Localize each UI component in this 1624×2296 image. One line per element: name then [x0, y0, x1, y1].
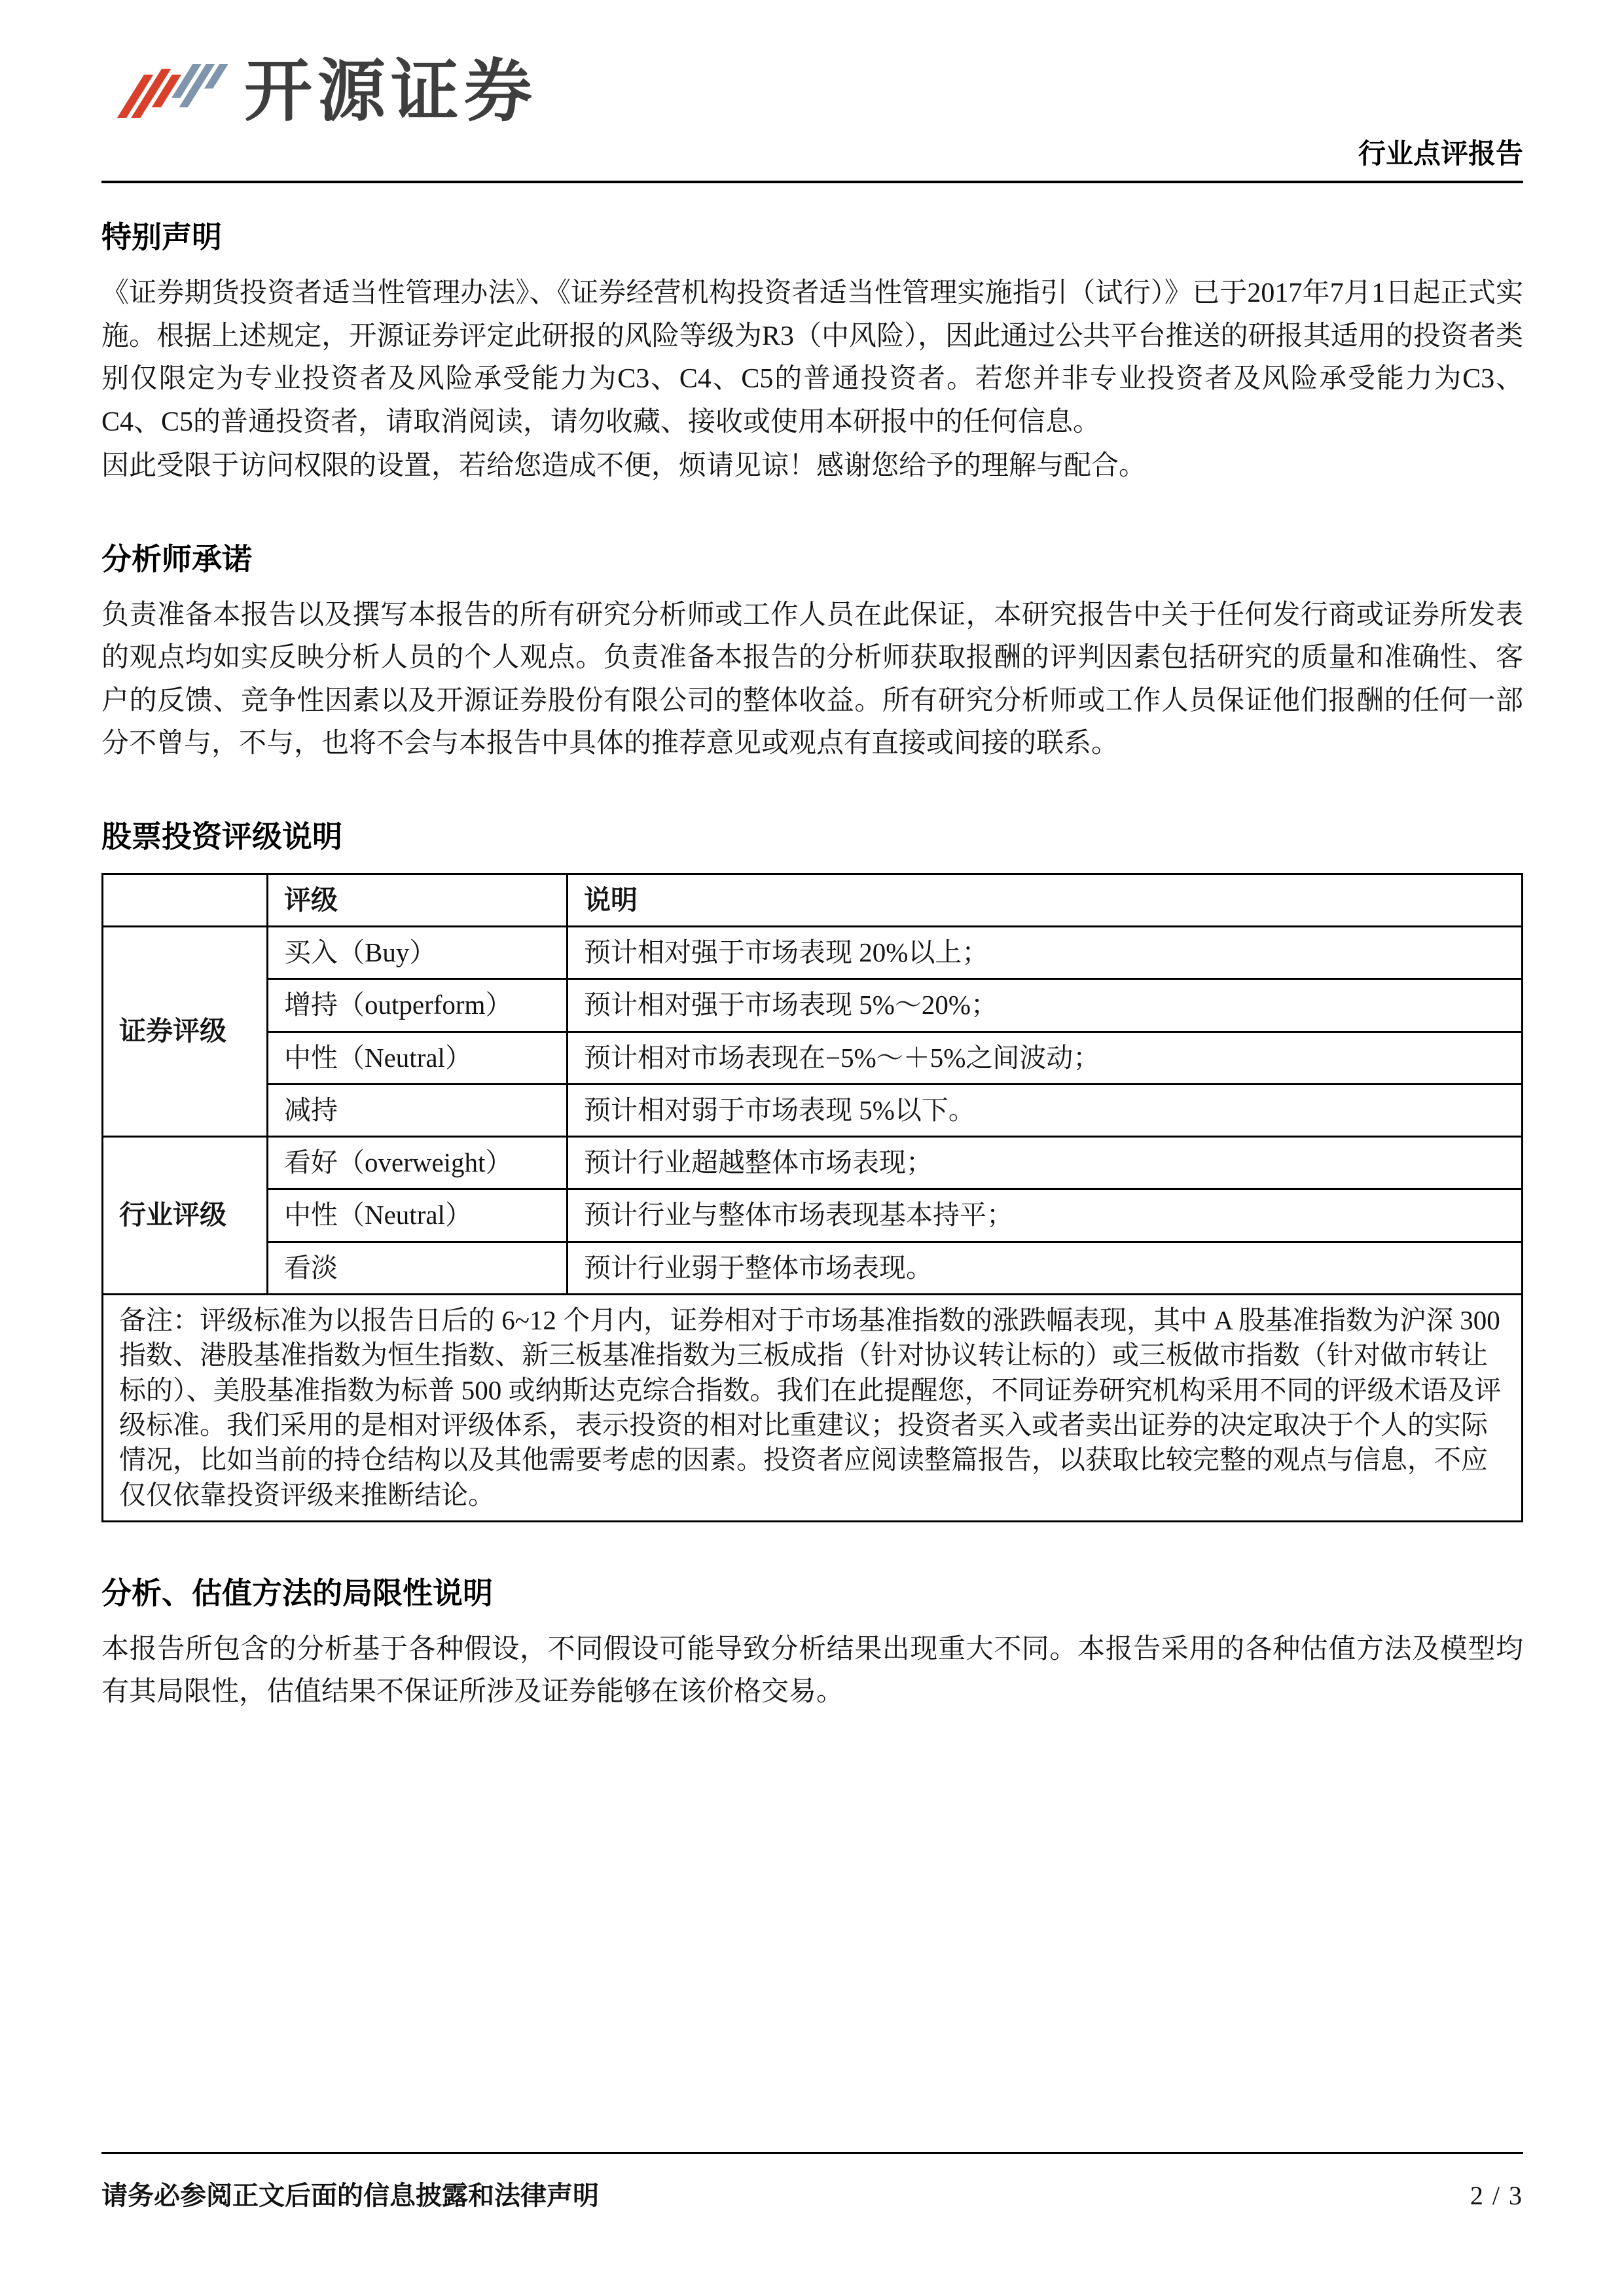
rating-cell: 减持 — [268, 1084, 568, 1136]
table-row — [103, 979, 1523, 1031]
security-rating-group-cell: 证券评级 — [103, 926, 268, 1136]
footer-disclaimer: 请务必参阅正文后面的信息披露和法律声明 — [101, 2181, 599, 2210]
description-cell: 预计行业与整体市场表现基本持平； — [568, 1189, 1523, 1242]
special-statement-paragraph-1: 《证券期货投资者适当性管理办法》、《证券经营机构投资者适当性管理实施指引（试行）》已于2017年7月1日起正式实施。根据上述规定，开源证券评定此研报的风险等级为R3（中风险），因此通过公共平台推送的研报其适用的投资者类别仅限定为专业投资者及风险承受能力为C3、C4、C5的普通投资者。若您并非专业投资者及风险承受能力为C3、C4、C5的普通投资者，请取消阅读，请勿收藏、接收或使用本研报中的任何信息。 — [101, 278, 1523, 437]
rating-column-header: 评级 — [268, 874, 568, 926]
report-type-label: 行业点评报告 — [1358, 139, 1523, 170]
limitation-paragraph: 本报告所包含的分析基于各种假设，不同假设可能导致分析结果出现重大不同。本报告采用的各种估值方法及模型均有其局限性，估值结果不保证所涉及证券能够在该价格交易。 — [101, 1634, 1523, 1708]
logo-slashes-icon — [101, 45, 230, 141]
special-statement-heading: 特别声明 — [101, 221, 222, 254]
industry-rating-group-cell: 行业评级 — [103, 1137, 268, 1295]
description-column-header: 说明 — [568, 874, 1523, 926]
table-row — [103, 1189, 1523, 1242]
company-logo — [101, 45, 537, 141]
rating-cell: 增持（outperform） — [268, 979, 568, 1031]
page-footer — [101, 2152, 1523, 2212]
analyst-pledge-heading: 分析师承诺 — [101, 542, 252, 576]
page-header — [101, 45, 1523, 183]
rating-cell: 中性（Neutral） — [268, 1189, 568, 1242]
description-cell: 预计行业弱于整体市场表现。 — [568, 1242, 1523, 1294]
table-row — [103, 926, 1523, 978]
table-row — [103, 1084, 1523, 1136]
rating-note-cell: 备注：评级标准为以报告日后的 6~12 个月内，证券相对于市场基准指数的涨跌幅表现，其中 A 股基准指数为沪深 300 指数、港股基准指数为恒生指数、新三板基准指数为三板成指（针对协议转让标的）或三板做市指数（针对做市转让标的）、美股基准指数为标普 500 或纳斯达克综合指数。我们在此提醒您，不同证券研究机构采用不同的评级术语及评级标准。我们采用的是相对评级体系，表示投资的相对比重建议；投资者买入或者卖出证券的决定取决于个人的实际情况，比如当前的持仓结构以及其他需要考虑的因素。投资者应阅读整篇报告，以获取比较完整的观点与信息，不应仅仅依靠投资评级来推断结论。 — [103, 1295, 1523, 1522]
table-row — [103, 1031, 1523, 1084]
rating-table-corner-cell — [103, 874, 268, 926]
rating-cell: 看好（overweight） — [268, 1137, 568, 1189]
description-cell: 预计相对强于市场表现 20%以上； — [568, 926, 1523, 978]
rating-section-heading: 股票投资评级说明 — [101, 819, 342, 853]
limitation-section-heading: 分析、估值方法的局限性说明 — [101, 1576, 493, 1610]
rating-cell: 买入（Buy） — [268, 926, 568, 978]
table-row — [103, 1137, 1523, 1189]
description-cell: 预计行业超越整体市场表现； — [568, 1137, 1523, 1189]
description-cell: 预计相对市场表现在−5%～＋5%之间波动； — [568, 1031, 1523, 1084]
rating-table-header-row — [103, 874, 1523, 926]
page-number: 2 / 3 — [1470, 2181, 1523, 2210]
table-note-row — [103, 1295, 1523, 1522]
logo-text: 开源证券 — [244, 54, 538, 130]
special-statement-paragraph-2: 因此受限于访问权限的设置，若给您造成不便，烦请见谅！感谢您给予的理解与配合。 — [101, 451, 1147, 482]
rating-cell: 中性（Neutral） — [268, 1031, 568, 1084]
analyst-pledge-paragraph: 负责准备本报告以及撰写本报告的所有研究分析师或工作人员在此保证，本研究报告中关于任何发行商或证券所发表的观点均如实反映分析人员的个人观点。负责准备本报告的分析师获取报酬的评判因素包括研究的质量和准确性、客户的反馈、竞争性因素以及开源证券股份有限公司的整体收益。所有研究分析师或工作人员保证他们报酬的任何一部分不曾与，不与，也将不会与本报告中具体的推荐意见或观点有直接或间接的联系。 — [101, 600, 1523, 759]
rating-table — [101, 873, 1523, 1522]
description-cell: 预计相对弱于市场表现 5%以下。 — [568, 1084, 1523, 1136]
table-row — [103, 1242, 1523, 1294]
description-cell: 预计相对强于市场表现 5%～20%； — [568, 979, 1523, 1031]
rating-cell: 看淡 — [268, 1242, 568, 1294]
